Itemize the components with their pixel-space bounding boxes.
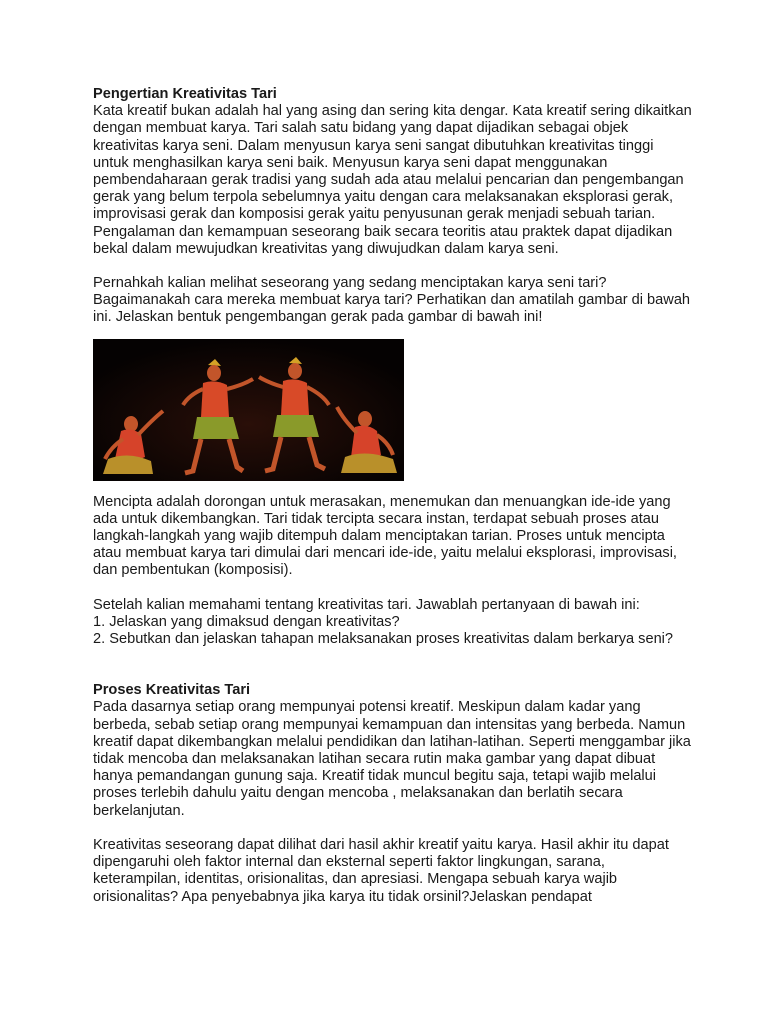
question-item: 1. Jelaskan yang dimaksud dengan kreativitas? (93, 613, 400, 630)
instruction-text: Setelah kalian memahami tentang kreativitas tari. Jawablah pertanyaan di bawah ini: (93, 596, 640, 613)
dance-photo (93, 339, 404, 481)
section-heading-proses: Proses Kreativitas Tari (93, 682, 251, 699)
paragraph: Pada dasarnya setiap orang mempunyai potensi kreatif. Meskipun dalam kadar yang berbeda, sebab setiap orang mempunyai kemampuan dan intensitas yang berbeda. Namun kreatif dapat dikembangkan melalui pendidikan dan latihan-latihan. Seperti menggambar jika tidak mencoba dan melaksanakan latihan secara rutin maka gambar yang dapat dibuat hanya pemandangan gunung saja. Kreatif tidak muncul begitu saja, tetapi wajib melalui proses terlebih dahulu yaitu dengan mencoba , melaksanakan dan berlatih secara berkelanjutan. (93, 699, 691, 819)
section-heading-pengertian: Pengertian Kreativitas Tari (93, 86, 277, 102)
paragraph: Kreativitas seseorang dapat dilihat dari hasil akhir kreatif yaitu karya. Hasil akhir itu dapat dipengaruhi oleh faktor internal dan eksternal seperti faktor lingkungan, sarana, keterampilan, identitas, orisionalitas, dan apresiasi. Mengapa sebuah karya wajib orisionalitas? Apa penyebabnya jika karya itu tidak orsinil?Jelaskan pendapat (93, 836, 669, 905)
question-item: 2. Sebutkan dan jelaskan tahapan melaksanakan proses kreativitas dalam berkarya seni? (93, 631, 674, 648)
paragraph: Pernahkah kalian melihat seseorang yang sedang menciptakan karya seni tari? Bagaimanakah cara mereka membuat karya tari? Perhatikan dan amatilah gambar di bawah ini. Jelaskan bentuk pengembangan gerak pada gambar di bawah ini! (93, 275, 691, 326)
document-body (93, 86, 693, 906)
paragraph: Kata kreatif bukan adalah hal yang asing dan sering kita dengar. Kata kreatif sering dikaitkan dengan membuat karya. Tari salah satu bidang yang dapat dijadikan sebagai objek kreativitas karya seni. Dalam menyusun karya seni sangat dibutuhkan kreativitas tinggi untuk menghasilkan karya seni baik. Menyusun karya seni dapat menggunakan pembendaharaan gerak tradisi yang sudah ada atau melalui pencarian dan pengembangan gerak yang belum terpola sebelumnya yaitu dengan cara melaksanakan eksplorasi gerak, improvisasi gerak dan komposisi gerak yaitu penyusunan gerak menjadi sebuah tarian. Pengalaman dan kemampuan seseorang baik secara teoritis atau praktek dapat dijadikan bekal dalam mewujudkan kreativitas yang diwujudkan dalam karya seni. (93, 103, 692, 257)
paragraph: Mencipta adalah dorongan untuk merasakan, menemukan dan menuangkan ide-ide yang ada untuk dikembangkan. Tari tidak tercipta secara instan, terdapat sebuah proses atau langkah-langkah yang wajib ditempuh dalam menciptakan tarian. Proses untuk mencipta atau membuat karya tari dimulai dari mencari ide-ide, yaitu melalui eksplorasi, improvisasi, dan pembentukan (komposisi). (93, 493, 677, 579)
